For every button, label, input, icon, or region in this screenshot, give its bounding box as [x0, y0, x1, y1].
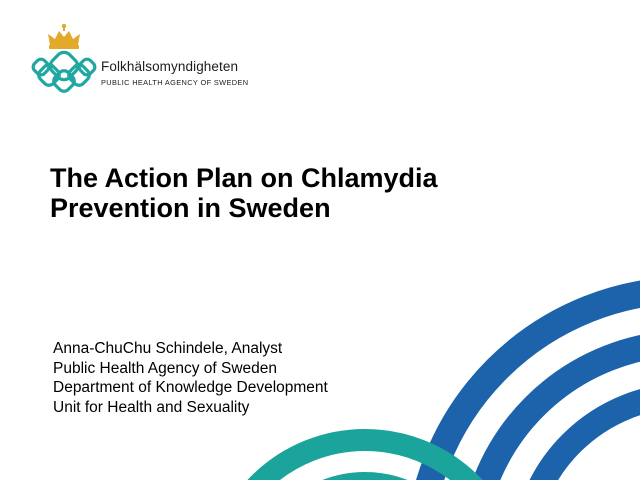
author-unit: Unit for Health and Sexuality — [53, 398, 250, 416]
agency-name: Folkhälsomyndigheten — [101, 59, 239, 74]
title-line-1: The Action Plan on Chlamydia — [50, 163, 438, 193]
crown-icon — [48, 24, 80, 49]
author-name: Anna-ChuChu Schindele, Analyst — [53, 340, 283, 357]
crown-knot-icon — [28, 22, 100, 102]
title-line-2: Prevention in Sweden — [50, 193, 331, 223]
agency-logo — [28, 22, 268, 102]
knot-icon — [31, 49, 97, 94]
author-block — [53, 339, 328, 417]
slide-title — [50, 163, 570, 223]
author-organization: Public Health Agency of Sweden — [53, 359, 278, 377]
agency-subtitle: PUBLIC HEALTH AGENCY OF SWEDEN — [101, 78, 249, 87]
author-department: Department of Knowledge Development — [53, 379, 328, 396]
blue-arc-outer — [418, 290, 640, 480]
